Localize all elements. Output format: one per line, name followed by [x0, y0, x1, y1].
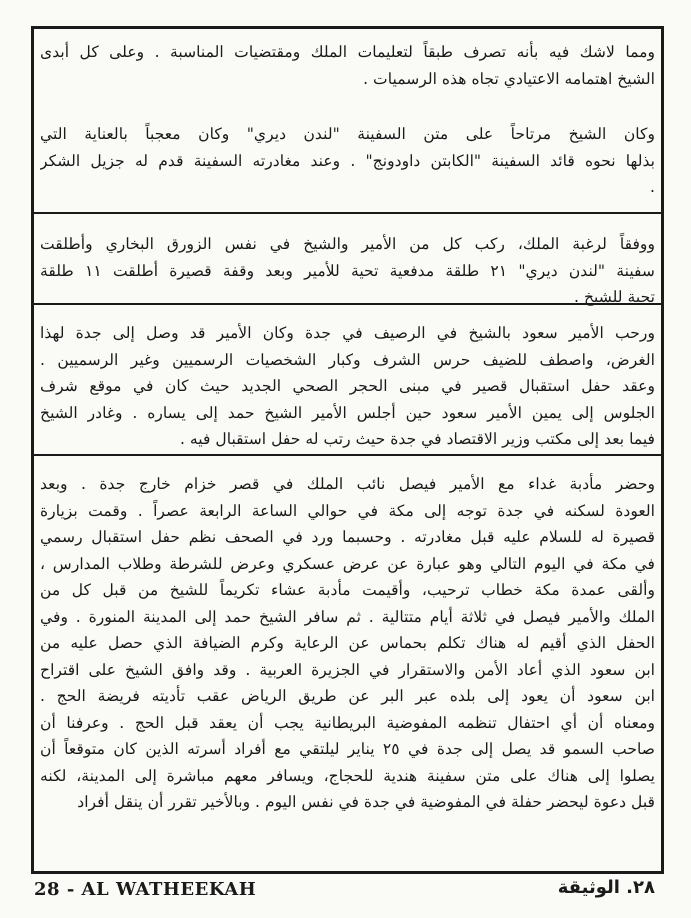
- paragraph-line: ومعناه أن أي احتفال تنظمه المفوضية البريطانية يجب أن يعقد قبل الحج . وعرفنا أن: [40, 713, 655, 732]
- paragraph-line: الشيخ اهتمامه الاعتيادي تجاه هذه الرسميات .: [363, 69, 655, 88]
- paragraph-line: ابن سعود أن يعود إلى بلده عبر البر عن طريق الرياض عقب تأديته فريضة الحج .: [40, 687, 655, 705]
- paragraph-line: وحضر مأدبة غداء مع الأمير فيصل نائب الملك في قصر خزام خارج جدة . وبعد: [40, 475, 655, 493]
- paragraph-line: وعقد حفل استقبال قصير في مبنى الحجر الصحي الجديد حيث كان في موقع شرف: [40, 377, 655, 395]
- paragraph: [40, 121, 655, 201]
- paragraph-line: الجلوس إلى يمين الأمير سعود حين أجلس الأمير الشيخ حمد إلى يساره . وغادر الشيخ: [40, 403, 655, 422]
- page-frame: [31, 26, 664, 874]
- paragraph-line: يصلوا إلى هناك على متن سفينة هندية للحجاج، ويسافر معهم مباشرة إلى المدينة، لكنه: [40, 766, 655, 785]
- paragraph-line: .: [650, 178, 655, 196]
- paragraph-line: فيما بعد إلى مكتب وزير الاقتصاد في جدة حيث رتب له حفل استقبال فيه .: [179, 430, 655, 448]
- paragraph-line: الحفل الذي أقيم له هناك تكلم بحماس عن الرعاية وكرم الضيافة الذي حصل عليه من: [40, 634, 655, 652]
- paragraph-line: ومما لاشك فيه بأنه تصرف طبقاً لتعليمات الملك ومقتضيات المناسبة . وعلى كل أبدى: [40, 43, 655, 61]
- paragraph-line: وألقى عمدة مكة خطاب ترحيب، وأقيمت مأدبة عشاء تكريماً للشيخ من قبل كل من: [40, 581, 655, 599]
- paragraph-line: ابن سعود الذي أعاد الأمن والاستقرار في الجزيرة العربية . وقد وافق الشيخ على اقتراح: [40, 660, 655, 679]
- paragraph: [40, 39, 655, 92]
- section-divider: [34, 454, 661, 456]
- paragraph-line: قصيرة له للسلام عليه قبل مغادرته . وحسبما ورد في الصحف نظم حفل استقبال رسمي: [40, 528, 655, 546]
- footer-page-label-english: 28 - AL WATHEEKAH: [34, 879, 257, 900]
- paragraph-line: بذلها نحوه قائد السفينة "الكابتن داودونج" . وعند مغادرته السفينة قدم له جزيل الشكر: [40, 151, 655, 170]
- paragraph-line: تحية للشيخ .: [574, 288, 655, 306]
- paragraph-line: في مكة في اليوم التالي وهو عبارة عن عرض عسكري وعرض للشرطة وطلاب المدارس ،: [40, 554, 655, 573]
- section-divider: [34, 212, 661, 214]
- paragraph-line: الغرض، واصطف للضيف حرس الشرف وكبار الشخصيات الرسميين وغير الرسميين .: [40, 350, 655, 369]
- paragraph: [40, 471, 655, 816]
- paragraph-line: ووفقاً لرغبة الملك، ركب كل من الأمير والشيخ في نفس الزورق البخاري وأطلقت: [40, 235, 655, 253]
- paragraph-line: صاحب السمو قد يصل إلى جدة في ٢٥ يناير ليلتقي مع أفراد أسرته الذين كان متوقعاً أن: [40, 740, 655, 758]
- paragraph-line: وكان الشيخ مرتاحاً على متن السفينة "لندن ديري" وكان معجباً بالعناية التي: [40, 125, 655, 143]
- footer-page-label-arabic: ٢٨. الوثيقة: [557, 877, 655, 898]
- paragraph-line: العودة لسكنه في جدة توجه إلى مكة في حوالي الساعة الرابعة عصراً . وقمت بزيارة: [40, 501, 655, 520]
- paragraph-line: سفينة "لندن ديري" ٢١ طلقة مدفعية تحية للأمير وبعد وقفة قصيرة أطلقت ١١ طلقة: [40, 261, 655, 280]
- paragraph-line: قبل دعوة ليحضر حفلة في المفوضية في جدة في نفس اليوم . وبالأخير تقرر أن ينقل أفراد: [77, 793, 655, 811]
- paragraph: [40, 320, 655, 453]
- paragraph-line: ورحب الأمير سعود بالشيخ في الرصيف في جدة وكان الأمير قد وصل إلى جدة لهذا: [40, 324, 655, 342]
- paragraph: [40, 231, 655, 311]
- paragraph-line: الملك والأمير فيصل في ثلاثة أيام متتالية . ثم سافر الشيخ حمد إلى المدينة المنورة . وفي: [40, 607, 655, 626]
